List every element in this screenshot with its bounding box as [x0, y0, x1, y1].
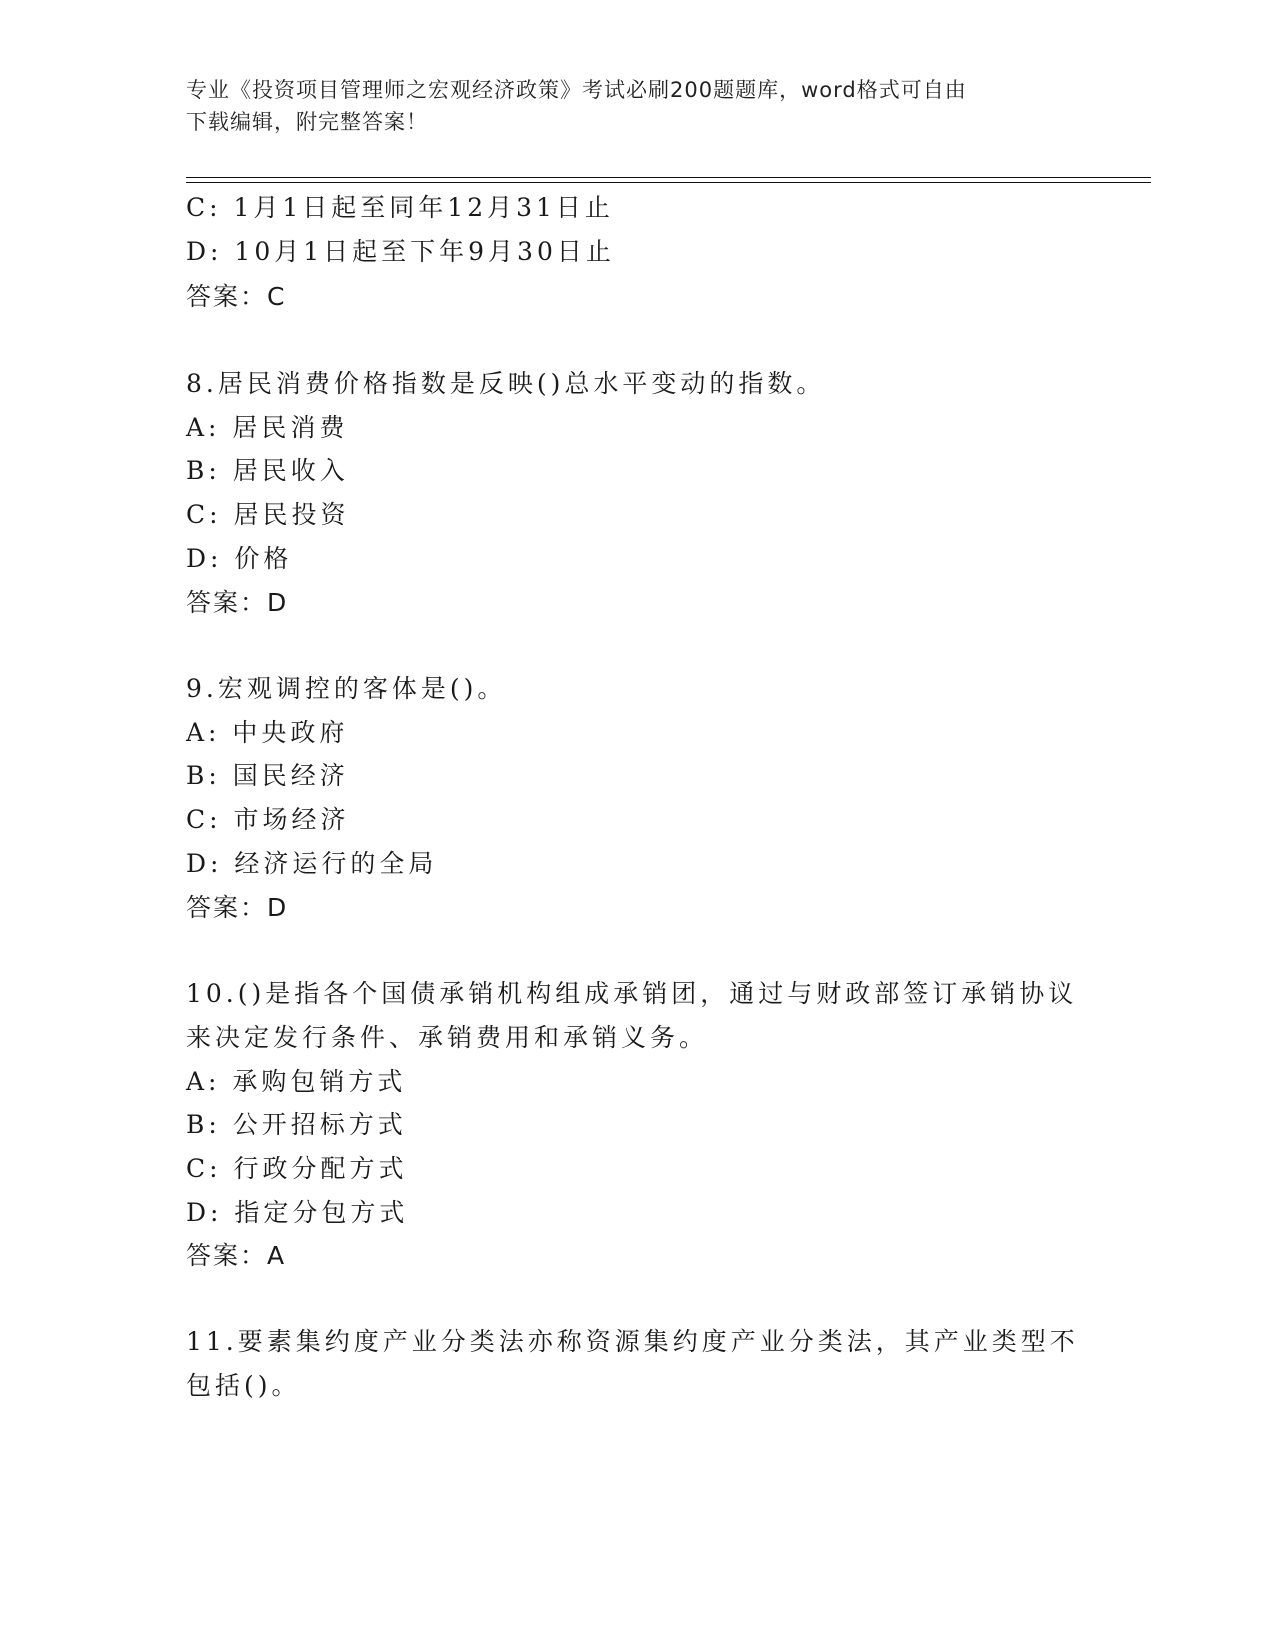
- q8-option-d: D: 价格: [186, 544, 293, 573]
- q9-answer: 答案：D: [186, 893, 289, 922]
- q8-option-a: A: 居民消费: [186, 413, 349, 442]
- q11-stem-line-1: 11.要素集约度产业分类法亦称资源集约度产业分类法，其产业类型不: [186, 1327, 1079, 1356]
- q8-option-b: B: 居民收入: [186, 456, 349, 485]
- prev-answer: 答案：C: [186, 282, 287, 311]
- q10-stem-line-1: 10.()是指各个国债承销机构组成承销团，通过与财政部签订承销协议: [186, 979, 1078, 1008]
- q10-option-b: B: 公开招标方式: [186, 1110, 407, 1139]
- q8-answer: 答案：D: [186, 588, 289, 617]
- q10-option-d: D: 指定分包方式: [186, 1198, 409, 1227]
- header-rule-top: [186, 177, 1151, 178]
- q10-stem-line-2: 来决定发行条件、承销费用和承销义务。: [186, 1023, 709, 1052]
- q10-option-a: A: 承购包销方式: [186, 1067, 407, 1096]
- q8-option-c: C: 居民投资: [186, 500, 350, 529]
- q11-stem-line-2: 包括()。: [186, 1371, 301, 1400]
- q9-option-a: A: 中央政府: [186, 718, 349, 747]
- header-rule-bottom: [186, 182, 1151, 183]
- q9-option-d: D: 经济运行的全局: [186, 849, 438, 878]
- q9-option-c: C: 市场经济: [186, 805, 350, 834]
- header-line-2: 下载编辑，附完整答案！: [186, 110, 428, 134]
- q10-answer: 答案：A: [186, 1241, 287, 1270]
- q10-option-c: C: 行政分配方式: [186, 1154, 408, 1183]
- prev-option-d: D: 10月1日起至下年9月30日止: [186, 237, 615, 266]
- page-header: [186, 74, 1066, 138]
- prev-option-c: C: 1月1日起至同年12月31日止: [186, 193, 614, 222]
- q9-option-b: B: 国民经济: [186, 761, 349, 790]
- q8-stem: 8.居民消费价格指数是反映()总水平变动的指数。: [186, 369, 826, 398]
- header-line-1: 专业《投资项目管理师之宏观经济政策》考试必刷200题题库，word格式可自由: [186, 78, 967, 102]
- q9-stem: 9.宏观调控的客体是()。: [186, 674, 507, 703]
